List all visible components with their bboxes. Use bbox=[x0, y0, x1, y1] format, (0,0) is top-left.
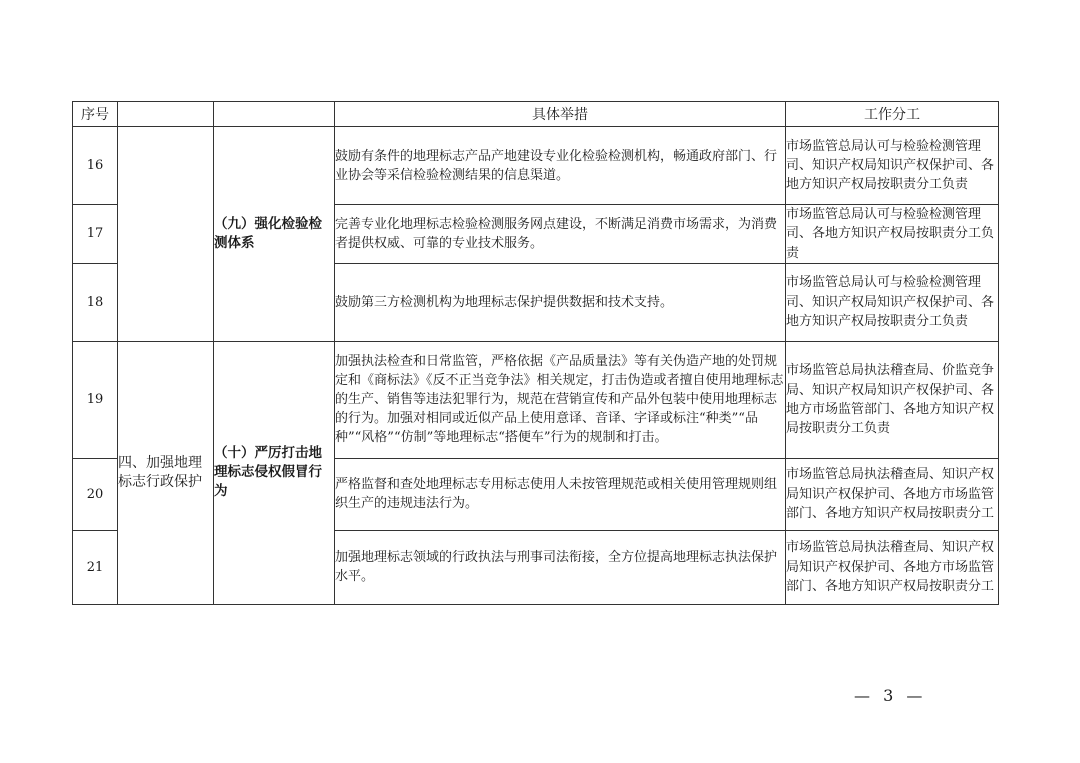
row-number: 20 bbox=[73, 458, 118, 530]
duty-text: 市场监管总局执法稽查局、价监竞争局、知识产权局知识产权保护司、各地方市场监管部门、各地方知识产权局按职责分工负责 bbox=[786, 341, 999, 458]
table-row bbox=[73, 127, 999, 205]
measure-text: 加强地理标志领域的行政执法与刑事司法衔接，全方位提高地理标志执法保护水平。 bbox=[335, 530, 786, 604]
page-number: — 3 — bbox=[854, 686, 927, 705]
measure-text: 鼓励第三方检测机构为地理标志保护提供数据和技术支持。 bbox=[335, 263, 786, 341]
row-number: 21 bbox=[73, 530, 118, 604]
measure-text: 加强执法检查和日常监管，严格依据《产品质量法》等有关伪造产地的处罚规定和《商标法》《反不正当竞争法》相关规定，打击伪造或者擅自使用地理标志的生产、销售等违法犯罪行为，规范在营销宣传和产品外包装中使用地理标志的行为。加强对相同或近似产品上使用意译、音译、字译或标注“种类”“品种”“风格”“仿制”等地理标志“搭便车”行为的规制和打击。 bbox=[335, 341, 786, 458]
row-number: 17 bbox=[73, 205, 118, 264]
row-number: 19 bbox=[73, 341, 118, 458]
header-measures: 具体举措 bbox=[335, 102, 786, 127]
header-subcategory bbox=[214, 102, 335, 127]
table-row bbox=[73, 341, 999, 458]
row-number: 18 bbox=[73, 263, 118, 341]
row-number: 16 bbox=[73, 127, 118, 205]
duty-text: 市场监管总局认可与检验检测管理司、知识产权局知识产权保护司、各地方知识产权局按职责分工负责 bbox=[786, 127, 999, 205]
category-cell-empty bbox=[118, 127, 214, 342]
measures-table bbox=[72, 101, 999, 605]
header-category bbox=[118, 102, 214, 127]
header-serial: 序号 bbox=[73, 102, 118, 127]
header-duty: 工作分工 bbox=[786, 102, 999, 127]
measure-text: 鼓励有条件的地理标志产品产地建设专业化检验检测机构，畅通政府部门、行业协会等采信检验检测结果的信息渠道。 bbox=[335, 127, 786, 205]
duty-text: 市场监管总局认可与检验检测管理司、各地方知识产权局按职责分工负责 bbox=[786, 205, 999, 264]
duty-text: 市场监管总局执法稽查局、知识产权局知识产权保护司、各地方市场监管部门、各地方知识产权局按职责分工 bbox=[786, 530, 999, 604]
subcategory-crackdown: （十）严厉打击地理标志侵权假冒行为 bbox=[214, 341, 335, 604]
category-admin-protection: 四、加强地理标志行政保护 bbox=[118, 341, 214, 604]
duty-text: 市场监管总局执法稽查局、知识产权局知识产权保护司、各地方市场监管部门、各地方知识产权局按职责分工 bbox=[786, 458, 999, 530]
table-header-row bbox=[73, 102, 999, 127]
measure-text: 完善专业化地理标志检验检测服务网点建设，不断满足消费市场需求，为消费者提供权威、可靠的专业技术服务。 bbox=[335, 205, 786, 264]
subcategory-inspection: （九）强化检验检测体系 bbox=[214, 127, 335, 342]
measure-text: 严格监督和查处地理标志专用标志使用人未按管理规范或相关使用管理规则组织生产的违规违法行为。 bbox=[335, 458, 786, 530]
duty-text: 市场监管总局认可与检验检测管理司、知识产权局知识产权保护司、各地方知识产权局按职责分工负责 bbox=[786, 263, 999, 341]
